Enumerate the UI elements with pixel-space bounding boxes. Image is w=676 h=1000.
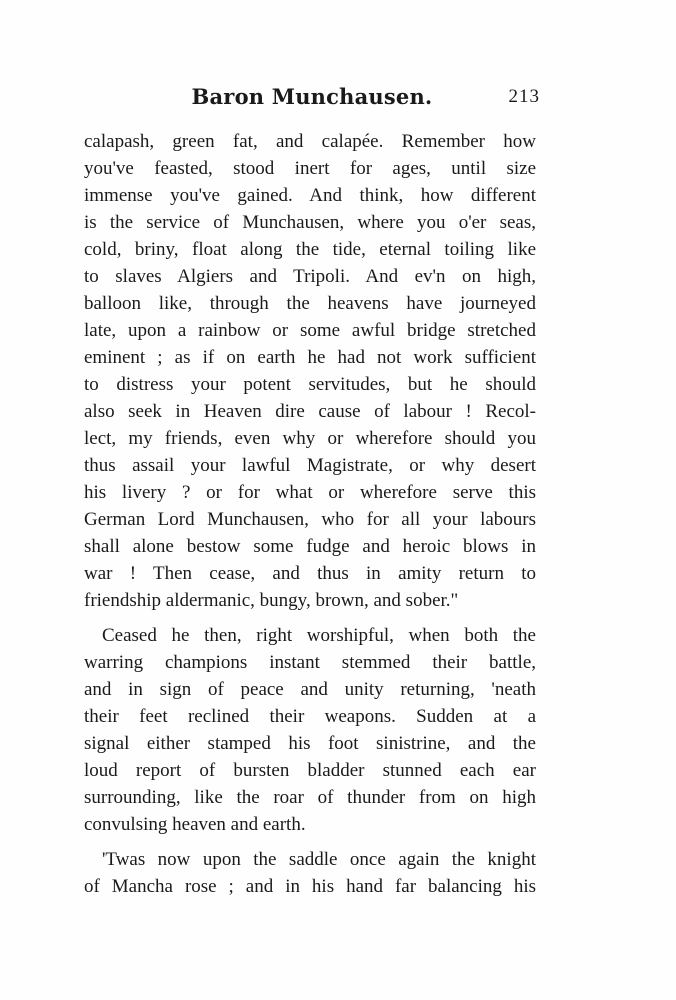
paragraph: [84, 846, 536, 900]
text-line: thus assail your lawful Magistrate, or why desert: [84, 455, 536, 476]
text-line: warring champions instant stemmed their battle,: [84, 652, 536, 673]
text-line: to slaves Algiers and Tripoli. And ev'n on high,: [84, 266, 536, 287]
paragraph: [84, 622, 536, 838]
text-line: calapash, green fat, and calapée. Remember how: [84, 131, 536, 152]
running-title: Baron Munchausen.: [191, 84, 433, 109]
paragraph: [84, 128, 536, 614]
text-line: convulsing heaven and earth.: [84, 814, 306, 835]
text-line: their feet reclined their weapons. Sudden at a: [84, 706, 536, 727]
text-line: of Mancha rose ; and in his hand far balancing his: [84, 876, 536, 897]
text-line: also seek in Heaven dire cause of labour ! Recol-: [84, 401, 536, 422]
text-line: late, upon a rainbow or some awful bridge stretched: [84, 320, 536, 341]
text-line: and in sign of peace and unity returning, 'neath: [84, 679, 536, 700]
text-line: you've feasted, stood inert for ages, until size: [84, 158, 536, 179]
text-line: eminent ; as if on earth he had not work sufficient: [84, 347, 536, 368]
text-line: surrounding, like the roar of thunder from on high: [84, 787, 536, 808]
text-line: friendship aldermanic, bungy, brown, and sober.": [84, 590, 459, 611]
text-line: is the service of Munchausen, where you o'er seas,: [84, 212, 536, 233]
body-text: [84, 128, 536, 900]
text-line: German Lord Munchausen, who for all your labours: [84, 509, 536, 530]
text-line: immense you've gained. And think, how different: [84, 185, 536, 206]
text-line: to distress your potent servitudes, but he should: [84, 374, 536, 395]
text-line: signal either stamped his foot sinistrine, and the: [84, 733, 536, 754]
page-number: 213: [508, 86, 540, 107]
text-line: loud report of bursten bladder stunned each ear: [84, 760, 536, 781]
text-line: 'Twas now upon the saddle once again the knight: [102, 849, 536, 870]
text-line: balloon like, through the heavens have journeyed: [84, 293, 536, 314]
running-head: [84, 84, 540, 118]
text-line: his livery ? or for what or wherefore serve this: [84, 482, 536, 503]
text-line: cold, briny, float along the tide, eternal toiling like: [84, 239, 536, 260]
text-line: war ! Then cease, and thus in amity return to: [84, 563, 536, 584]
text-line: Ceased he then, right worshipful, when both the: [102, 625, 536, 646]
text-line: shall alone bestow some fudge and heroic blows in: [84, 536, 536, 557]
text-line: lect, my friends, even why or wherefore should you: [84, 428, 536, 449]
